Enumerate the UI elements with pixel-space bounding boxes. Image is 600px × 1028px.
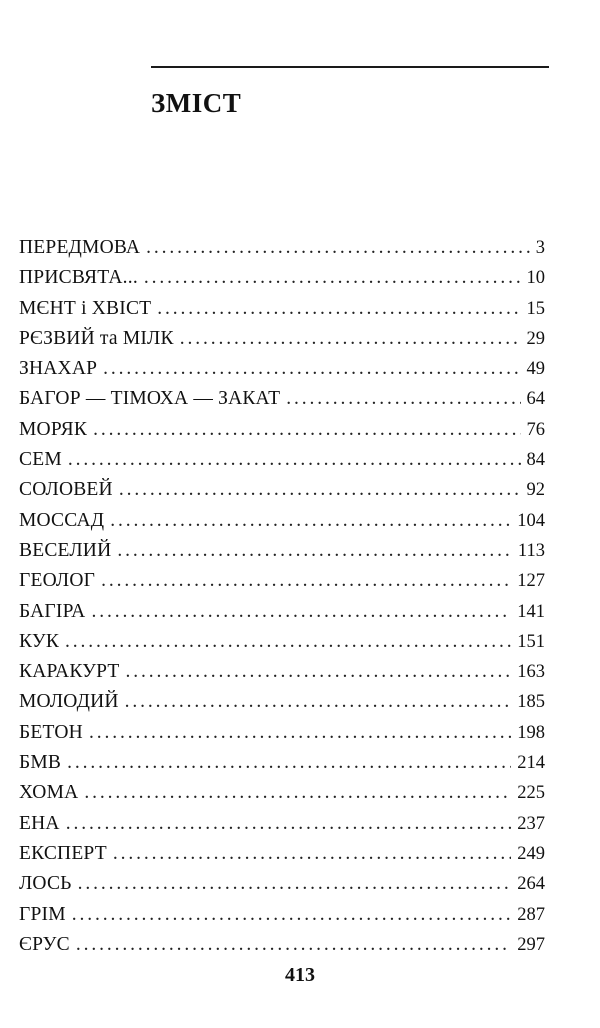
toc-entry-title: МОРЯК	[19, 418, 88, 440]
toc-entry-page: 141	[517, 601, 545, 622]
dot-leader	[113, 839, 511, 869]
toc-entry-page: 76	[526, 419, 545, 440]
toc-entry-title: ЕКСПЕРТ	[19, 842, 107, 864]
toc-entry-title: МЄНТ і ХВІСТ	[19, 297, 152, 319]
toc-entry	[19, 233, 545, 263]
toc-entry-title: ЗНАХАР	[19, 358, 98, 380]
dot-leader	[72, 900, 511, 930]
toc-entry-page: 151	[517, 631, 545, 652]
toc-entry-title: ЛОСЬ	[19, 873, 72, 895]
toc-entry	[19, 384, 545, 414]
toc-entry	[19, 445, 545, 475]
toc-entry	[19, 354, 545, 384]
dot-leader	[65, 627, 511, 657]
table-of-contents	[19, 233, 545, 960]
dot-leader	[89, 718, 511, 748]
toc-entry-page: 49	[526, 359, 545, 380]
toc-entry-title: ЄРУС	[19, 933, 70, 955]
toc-entry-page: 237	[517, 813, 545, 834]
toc-entry-page: 92	[526, 480, 545, 501]
toc-entry-title: ЕНА	[19, 812, 60, 834]
dot-leader	[84, 778, 511, 808]
toc-entry	[19, 566, 545, 596]
toc-entry-title: ВЕСЕЛИЙ	[19, 539, 112, 561]
toc-entry-page: 127	[517, 571, 545, 592]
dot-leader	[68, 445, 521, 475]
toc-entry	[19, 718, 545, 748]
toc-entry	[19, 900, 545, 930]
toc-entry-page: 64	[526, 389, 545, 410]
toc-entry-title: МОЛОДИЙ	[19, 691, 119, 713]
toc-entry-title: СЕМ	[19, 449, 62, 471]
toc-entry-page: 214	[517, 753, 545, 774]
toc-entry-title: КУК	[19, 630, 60, 652]
toc-entry	[19, 415, 545, 445]
toc-entry-page: 84	[526, 450, 545, 471]
toc-entry	[19, 748, 545, 778]
page-number: 413	[285, 964, 315, 986]
dot-leader	[91, 597, 511, 627]
toc-entry-page: 287	[517, 904, 545, 925]
dot-leader	[66, 809, 512, 839]
dot-leader	[117, 536, 512, 566]
toc-entry-title: БЕТОН	[19, 721, 83, 743]
dot-leader	[126, 657, 512, 687]
dot-leader	[78, 869, 512, 899]
toc-entry-title: МОССАД	[19, 509, 105, 531]
toc-entry-title: БАГІРА	[19, 600, 86, 622]
dot-leader	[146, 233, 530, 263]
toc-entry	[19, 536, 545, 566]
toc-entry	[19, 869, 545, 899]
dot-leader	[67, 748, 511, 778]
toc-entry-page: 29	[526, 328, 545, 349]
toc-entry	[19, 930, 545, 960]
dot-leader	[110, 506, 511, 536]
toc-entry	[19, 324, 545, 354]
toc-entry	[19, 475, 545, 505]
toc-entry-page: 163	[517, 662, 545, 683]
toc-entry-title: КАРАКУРТ	[19, 661, 120, 683]
toc-entry	[19, 687, 545, 717]
toc-entry-page: 15	[526, 298, 545, 319]
toc-entry-title: РЄЗВИЙ та МІЛК	[19, 327, 174, 349]
toc-entry-title: ГЕОЛОГ	[19, 570, 96, 592]
toc-entry-title: ПЕРЕДМОВА	[19, 237, 141, 258]
toc-entry-page: 104	[517, 510, 545, 531]
toc-entry-title: БАГОР — ТІМОХА — ЗАКАТ	[19, 388, 281, 410]
dot-leader	[93, 415, 520, 445]
dot-leader	[103, 354, 520, 384]
toc-entry-page: 249	[517, 843, 545, 864]
dot-leader	[101, 566, 511, 596]
dot-leader	[119, 475, 521, 505]
toc-entry	[19, 506, 545, 536]
toc-entry-page: 113	[517, 540, 545, 561]
toc-entry-title: ГРІМ	[19, 903, 66, 925]
toc-entry	[19, 657, 545, 687]
toc-entry-title: БМВ	[19, 752, 62, 774]
toc-entry	[19, 809, 545, 839]
toc-entry-page: 185	[517, 692, 545, 713]
toc-entry-title: ХОМА	[19, 782, 79, 804]
toc-entry-page: 297	[517, 934, 545, 955]
toc-entry	[19, 778, 545, 808]
page-title: ЗМІСТ	[151, 88, 242, 118]
toc-entry	[19, 294, 545, 324]
dot-leader	[157, 294, 520, 324]
toc-entry	[19, 263, 545, 293]
toc-entry-title: ПРИСВЯТА...	[19, 267, 138, 289]
toc-entry	[19, 839, 545, 869]
toc-entry-page: 198	[517, 722, 545, 743]
dot-leader	[144, 263, 521, 293]
top-rule	[151, 66, 549, 68]
dot-leader	[76, 930, 511, 960]
toc-entry	[19, 597, 545, 627]
toc-entry-page: 264	[517, 874, 545, 895]
dot-leader	[180, 324, 521, 354]
dot-leader	[286, 384, 520, 414]
dot-leader	[125, 687, 512, 717]
toc-entry-page: 10	[526, 268, 545, 289]
toc-entry-title: СОЛОВЕЙ	[19, 479, 113, 501]
toc-entry	[19, 627, 545, 657]
toc-entry-page: 225	[517, 783, 545, 804]
toc-entry-page: 3	[535, 238, 545, 258]
